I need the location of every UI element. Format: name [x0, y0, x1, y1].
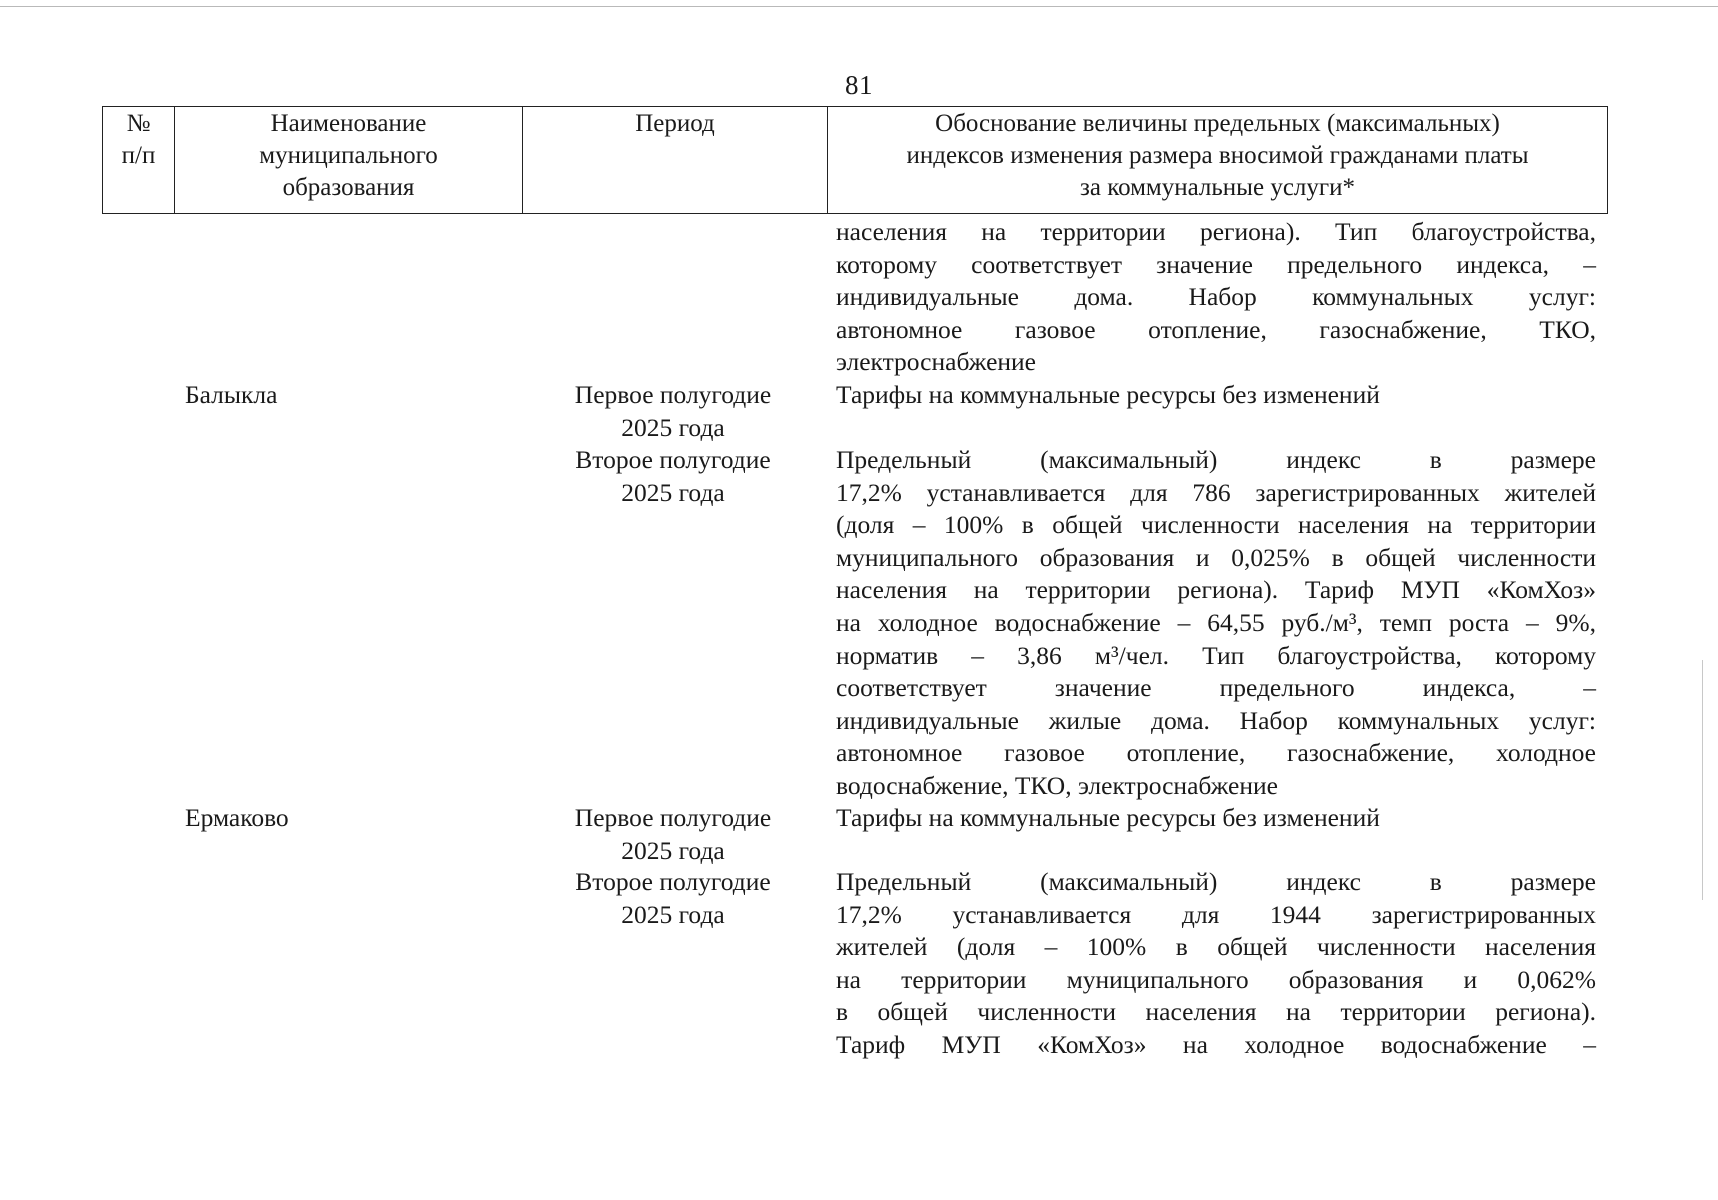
- text-line: (доля – 100% в общей численности населения на территории: [836, 510, 1596, 540]
- period-second-half: [548, 866, 798, 931]
- text-line: 17,2% устанавливается для 1944 зарегистрированных: [836, 899, 1596, 929]
- header-number-cell: [103, 107, 175, 213]
- text-line: на территории муниципального образования и 0,062%: [836, 964, 1596, 994]
- period-line: 2025 года: [621, 477, 725, 507]
- header-text: образования: [282, 174, 415, 201]
- header-text: Период: [635, 110, 715, 137]
- period-line: 2025 года: [621, 412, 725, 442]
- text-line: соответствует значение предельного индекса, –: [836, 673, 1596, 703]
- text-line: населения на территории региона). Тип благоустройства,: [836, 217, 1596, 246]
- municipality-name: Ермаково: [185, 803, 289, 832]
- text-line: индивидуальные жилые дома. Набор коммунальных услуг:: [836, 705, 1596, 735]
- scan-edge-mark: [1702, 660, 1703, 900]
- header-municipality-cell: [175, 107, 523, 213]
- text-line: Тарифы на коммунальные ресурсы без изменений: [836, 380, 1380, 409]
- header-text: п/п: [121, 142, 156, 169]
- text-line: 17,2% устанавливается для 786 зарегистрированных жителей: [836, 477, 1596, 507]
- table-header: [102, 106, 1608, 214]
- text-line: Тарифы на коммунальные ресурсы без изменений: [836, 803, 1380, 832]
- header-text: №: [126, 110, 151, 137]
- period-line: 2025 года: [621, 899, 725, 929]
- continuation-text: [836, 216, 1596, 379]
- text-line: населения на территории региона). Тариф МУП «КомХоз»: [836, 575, 1596, 605]
- page-number: 81: [845, 70, 873, 100]
- text-line: индивидуальные дома. Набор коммунальных услуг:: [836, 282, 1596, 312]
- text-line: которому соответствует значение предельного индекса, –: [836, 249, 1596, 279]
- text-line: автономное газовое отопление, газоснабжение, ТКО,: [836, 314, 1596, 344]
- period-second-half: [548, 444, 798, 509]
- header-text: Наименование: [270, 110, 427, 137]
- period-line: Первое полугодие: [574, 380, 772, 409]
- header-justification-cell: [828, 107, 1607, 213]
- text-line: Предельный (максимальный) индекс в размере: [836, 445, 1596, 474]
- period-first-half: [548, 379, 798, 444]
- justification-text: [836, 379, 1596, 412]
- text-line: электроснабжение: [836, 347, 1037, 377]
- header-text: Обоснование величины предельных (максимальных): [935, 110, 1500, 137]
- header-period-cell: [523, 107, 828, 213]
- text-line: на холодное водоснабжение – 64,55 руб./м³, темп роста – 9%,: [836, 607, 1596, 637]
- header-text: муниципального: [259, 142, 438, 169]
- period-line: Второе полугодие: [575, 867, 771, 896]
- justification-text: [836, 866, 1596, 1062]
- scan-edge-line: [0, 6, 1718, 7]
- period-line: Первое полугодие: [574, 803, 772, 832]
- header-text: индексов изменения размера вносимой гражданами платы: [906, 142, 1529, 169]
- header-text: за коммунальные услуги*: [1079, 174, 1356, 201]
- text-line: Тариф МУП «КомХоз» на холодное водоснабжение –: [836, 1029, 1596, 1059]
- text-line: норматив – 3,86 м³/чел. Тип благоустройства, которому: [836, 640, 1596, 670]
- text-line: в общей численности населения на территории региона).: [836, 997, 1596, 1027]
- text-line: автономное газовое отопление, газоснабжение, холодное: [836, 738, 1596, 768]
- text-line: водоснабжение, ТКО, электроснабжение: [836, 770, 1278, 800]
- period-line: 2025 года: [621, 835, 725, 865]
- period-first-half: [548, 802, 798, 867]
- justification-text: [836, 444, 1596, 803]
- justification-text: [836, 802, 1596, 835]
- period-line: Второе полугодие: [575, 445, 771, 474]
- text-line: Предельный (максимальный) индекс в размере: [836, 867, 1596, 896]
- municipality-name: Балыкла: [185, 380, 278, 409]
- text-line: муниципального образования и 0,025% в общей численности: [836, 542, 1596, 572]
- text-line: жителей (доля – 100% в общей численности населения: [836, 932, 1596, 962]
